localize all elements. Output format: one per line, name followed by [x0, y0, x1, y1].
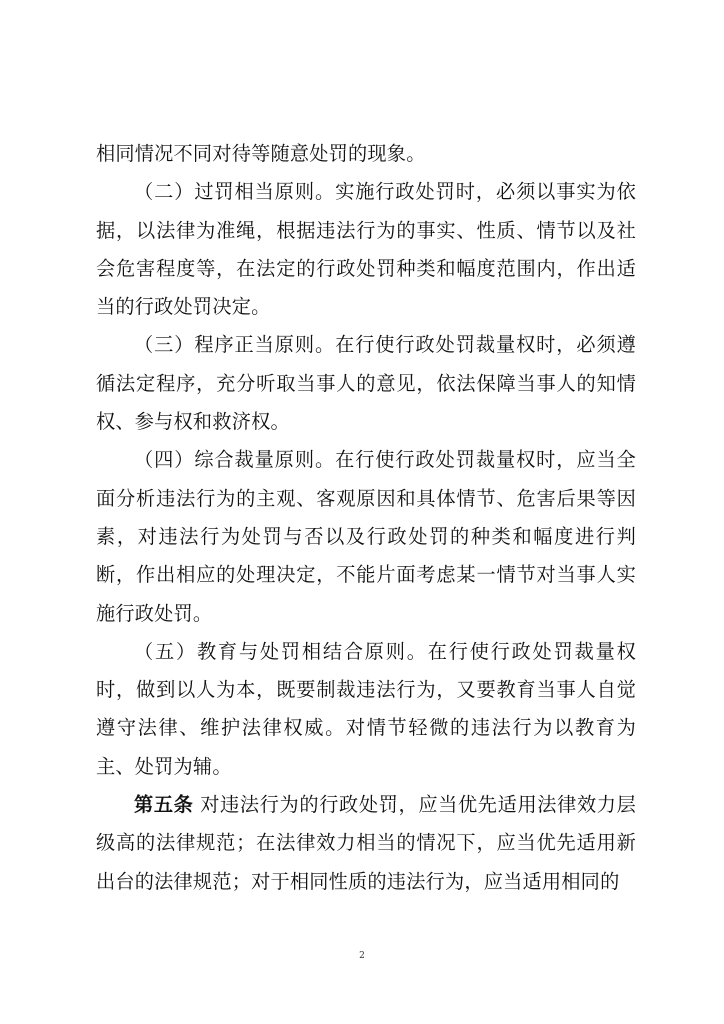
paragraph-1	[96, 135, 636, 173]
paragraph-3-text: （三）程序正当原则。在行使行政处罚裁量权时，必须遵循法定程序，充分听取当事人的意见，依法保障当事人的知情权、参与权和救济权。	[96, 333, 636, 434]
paragraph-1-text: 相同情况不同对待等随意处罚的现象。	[96, 142, 426, 165]
page-number: 2	[359, 951, 365, 961]
paragraph-6	[96, 786, 636, 901]
paragraph-4	[96, 441, 636, 632]
paragraph-2-text: （二）过罚相当原则。实施行政处罚时，必须以事实为依据，以法律为准绳，根据违法行为的事实、性质、情节以及社会危害程度等，在法定的行政处罚种类和幅度范围内，作出适当的行政处罚决定。	[96, 180, 636, 319]
paragraph-6-text: 对违法行为的行政处罚，应当优先适用法律效力层级高的法律规范；在法律效力相当的情况下，应当优先适用新出台的法律规范；对于相同性质的违法行为，应当适用相同的	[96, 793, 636, 893]
paragraph-3	[96, 326, 636, 441]
body-text	[96, 135, 636, 901]
article-number: 第五条	[134, 793, 194, 817]
paragraph-5	[96, 633, 636, 786]
paragraph-4-text: （四）综合裁量原则。在行使行政处罚裁量权时，应当全面分析违法行为的主观、客观原因和具体情节、危害后果等因素，对违法行为处罚与否以及行政处罚的种类和幅度进行判断，作出相应的处理决定，不能片面考虑某一情节对当事人实施行政处罚。	[96, 448, 636, 625]
paragraph-5-text: （五）教育与处罚相结合原则。在行使行政处罚裁量权时，做到以人为本，既要制裁违法行为，又要教育当事人自觉遵守法律、维护法律权威。对情节轻微的违法行为以教育为主、处罚为辅。	[96, 639, 636, 778]
paragraph-2	[96, 173, 636, 326]
